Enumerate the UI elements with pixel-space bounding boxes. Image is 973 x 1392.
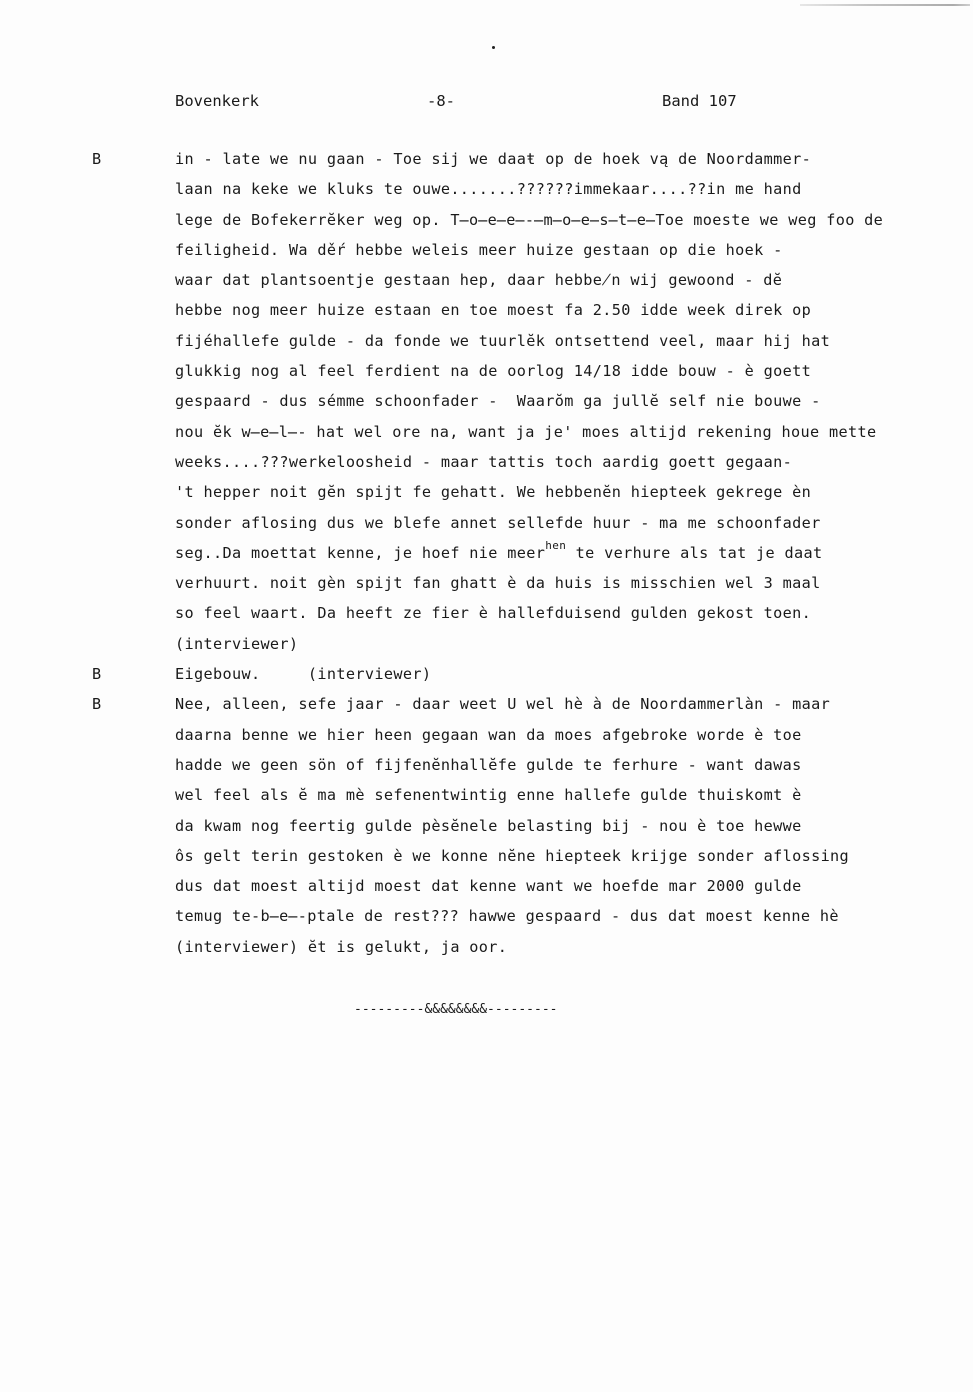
- line-text: seg..Da moettat kenne, je hoef nie meer$^{hen}$ te verhure als tat je daat: [175, 538, 823, 562]
- transcript-line: [0, 574, 973, 604]
- header-tape: Band 107: [662, 92, 737, 110]
- transcript-line: [0, 362, 973, 392]
- transcript-line: [0, 817, 973, 847]
- transcript-line: [0, 180, 973, 210]
- speck: [492, 46, 495, 49]
- transcript-line: [0, 453, 973, 483]
- transcript-line: [0, 150, 973, 180]
- page-header: [175, 92, 775, 114]
- transcript-line: [0, 756, 973, 786]
- transcript-line: [0, 786, 973, 816]
- line-text: lege de Bofekerrĕker weg op. T̶o̶e̶e̶-̶m̶o̶e̶s̶t̶e̶Toe moeste we weg foo de: [175, 210, 884, 229]
- speaker-marker: B: [92, 695, 102, 714]
- line-text: glukkig nog al feel ferdient na de oorlog 14/18 idde bouw - è goett: [175, 362, 812, 381]
- line-text: verhuurt. noit gèn spijt fan ghatt è da huis is misschien wel 3 maal: [175, 574, 821, 593]
- line-text: so feel waart. Da heeft ze fier è hallefduisend gulden gekost toen.: [175, 604, 812, 623]
- line-text: da kwam nog feertig gulde pèsĕnele belasting bij - nou è toe hewwe: [175, 816, 802, 835]
- line-text: weeks....???werkeloosheid - maar tattis toch aardig goett gegaan-: [175, 452, 793, 471]
- transcript-line: [0, 695, 973, 725]
- line-text: waar dat plantsoentje gestaan hep, daar hebbe̸n wij gewoond - dĕ: [175, 271, 783, 290]
- line-text: (interviewer): [175, 634, 299, 653]
- transcript-line: [0, 392, 973, 422]
- line-text: nou ĕk w̶e̶l̶- hat wel ore na, want ja je' moes altijd rekening houe mette: [175, 422, 877, 441]
- line-text: Eigebouw. (interviewer): [175, 665, 432, 684]
- speaker-marker: B: [92, 150, 102, 168]
- line-text: dus dat moest altijd moest dat kenne want we hoefde mar 2000 gulde: [175, 877, 802, 896]
- transcript-line: [0, 514, 973, 544]
- line-text: wel feel als ĕ ma mè sefenentwintig enne hallefe gulde thuiskomt è: [175, 786, 802, 805]
- line-text: Nee, alleen, sefe jaar - daar weet U wel hè à de Noordammerlàn - maar: [175, 695, 831, 714]
- transcript-line: [0, 907, 973, 937]
- transcript-line: [0, 241, 973, 271]
- header-location: Bovenkerk: [175, 92, 259, 110]
- end-divider: ---------&&&&&&&&---------: [354, 1002, 558, 1017]
- transcript-line: [0, 604, 973, 634]
- transcript-line: [0, 332, 973, 362]
- handwritten-insertion: hen: [545, 538, 567, 552]
- line-text: ôs gelt terin gestoken è we konne nĕne hiepteek krijge sonder aflossing: [175, 846, 850, 865]
- speaker-marker: B: [92, 665, 102, 684]
- line-text: fijéhallefe gulde - da fonde we tuurlĕk ontsettend veel, maar hij hat: [175, 331, 831, 350]
- header-page-number: -8-: [427, 92, 455, 110]
- line-text: gespaard - dus sémme schoonfader - Waarŏm ga jullĕ self nie bouwe -: [175, 392, 821, 411]
- transcript-line: [0, 847, 973, 877]
- transcript-line: [0, 211, 973, 241]
- transcript-line: [0, 877, 973, 907]
- transcript-line: [0, 938, 973, 968]
- line-text: daarna benne we hier heen gegaan wan da moes afgebroke worde è toe: [175, 725, 802, 744]
- line-text: in - late we nu gaan - Toe sij we daaŧ op de hoek vą de Noordammer-: [175, 150, 812, 168]
- transcript-line: [0, 483, 973, 513]
- line-text: feiligheid. Wa děŕ hebbe weleis meer huize gestaan op die hoek -: [175, 240, 783, 259]
- line-text: hebbe nog meer huize estaan en toe moest fa 2.50 idde week direk op: [175, 301, 812, 320]
- transcript-line: [0, 726, 973, 756]
- transcript-line: [0, 538, 973, 574]
- transcript-line: [0, 271, 973, 301]
- transcript-line: [0, 301, 973, 331]
- transcript-body: [0, 150, 973, 968]
- line-text: temug te-b̶e̶-ptale de rest??? hawwe gespaard - dus dat moest kenne hè: [175, 907, 839, 926]
- scan-edge-artifact: [800, 4, 970, 6]
- transcript-line: [0, 423, 973, 453]
- transcript-line: [0, 665, 973, 695]
- line-text: 't hepper noit gĕn spijt fe gehatt. We hebbenĕn hiepteek gekrege èn: [175, 483, 812, 502]
- line-text: (interviewer) ĕt is gelukt, ja oor.: [175, 937, 508, 956]
- transcript-line: [0, 635, 973, 665]
- line-text: hadde we geen sön of fijfenĕnhallĕfe gulde te ferhure - want dawas: [175, 755, 802, 774]
- line-text: sonder aflosing dus we blefe annet sellefde huur - ma me schoonfader: [175, 513, 821, 532]
- line-text: laan na keke we kluks te ouwe.......??????immekaar....??in me hand: [175, 180, 802, 199]
